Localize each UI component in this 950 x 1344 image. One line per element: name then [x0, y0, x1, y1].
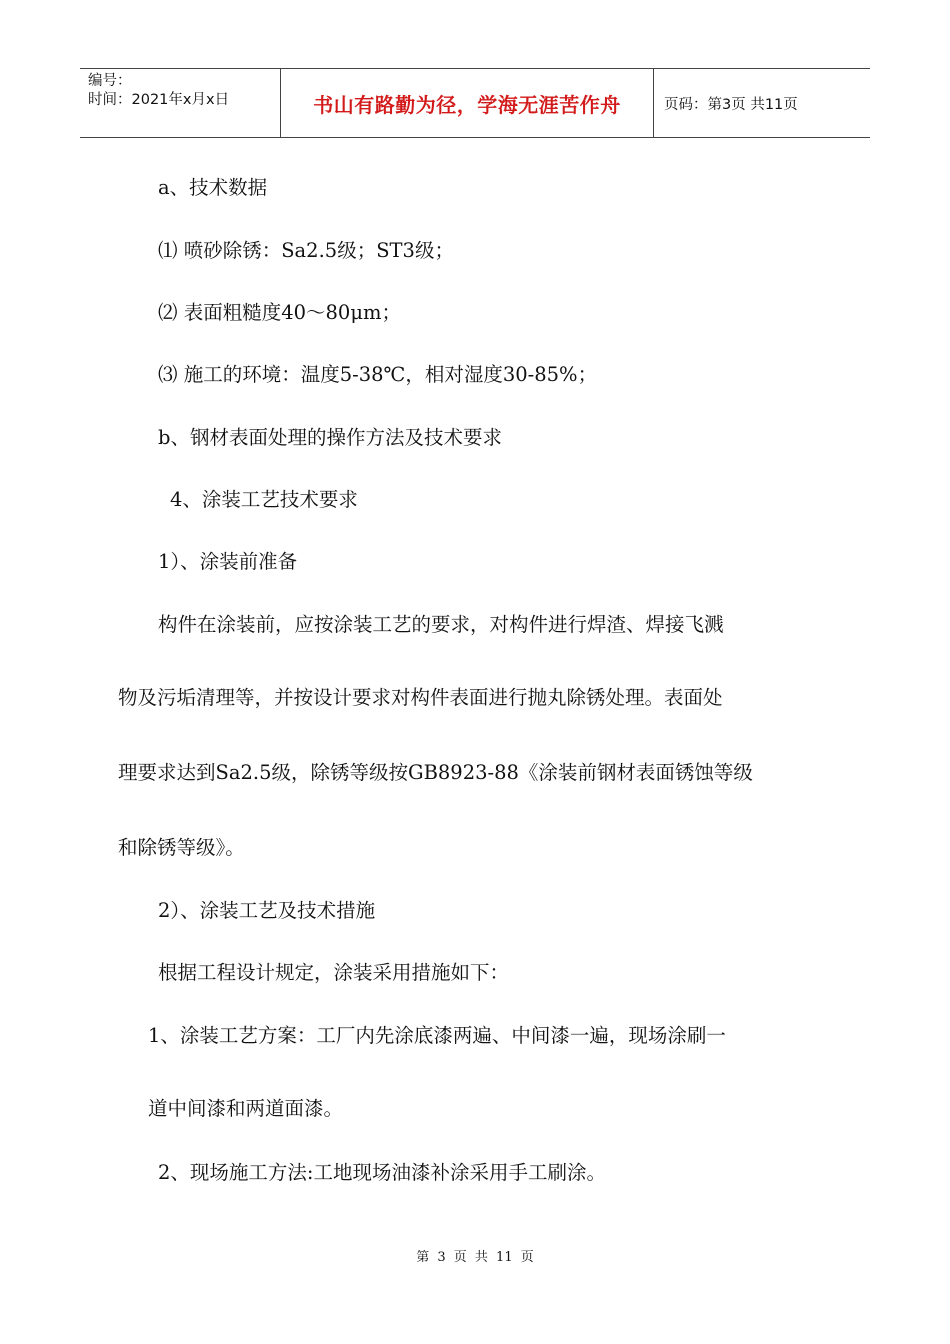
list-item: ⑴ 喷砂除锈：Sa2.5级；ST3级； — [158, 239, 454, 262]
document-number-label: 编号： — [88, 73, 132, 89]
list-item: ⑶ 施工的环境：温度5-38℃，相对湿度30-85%； — [158, 363, 598, 386]
section-heading: 4、涂装工艺技术要求 — [170, 488, 358, 511]
document-time: 时间：2021年x月x日 — [88, 92, 230, 108]
paragraph-line: 物及污垢清理等，并按设计要求对构件表面进行抛丸除锈处理。表面处 — [118, 686, 723, 709]
paragraph-line: 和除锈等级》。 — [118, 836, 245, 859]
subsection-heading: 1）、涂装前准备 — [158, 550, 298, 573]
paragraph-line: 1、涂装工艺方案：工厂内先涂底漆两遍、中间漆一遍，现场涂刷一 — [148, 1024, 726, 1047]
list-item: ⑵ 表面粗糙度40～80μm； — [158, 301, 401, 324]
section-heading: b、钢材表面处理的操作方法及技术要求 — [158, 426, 502, 449]
header-meta — [80, 69, 281, 137]
page-header — [80, 68, 870, 138]
paragraph-line: 根据工程设计规定，涂装采用措施如下： — [158, 961, 510, 984]
paragraph-line: 道中间漆和两道面漆。 — [148, 1097, 344, 1120]
paragraph-line: 构件在涂装前，应按涂装工艺的要求，对构件进行焊渣、焊接飞溅 — [158, 613, 724, 636]
paragraph-line: 2、现场施工方法:工地现场油漆补涂采用手工刷涂。 — [158, 1161, 606, 1184]
section-heading: a、技术数据 — [158, 176, 268, 199]
page-footer: 第 3 页 共 11 页 — [416, 1250, 534, 1265]
header-page-number: 页码：第3页 共11页 — [664, 96, 798, 113]
subsection-heading: 2）、涂装工艺及技术措施 — [158, 899, 376, 922]
paragraph-line: 理要求达到Sa2.5级，除锈等级按GB8923-88《涂装前钢材表面锈蚀等级 — [118, 761, 753, 784]
header-motto: 书山有路勤为径，学海无涯苦作舟 — [281, 69, 654, 137]
